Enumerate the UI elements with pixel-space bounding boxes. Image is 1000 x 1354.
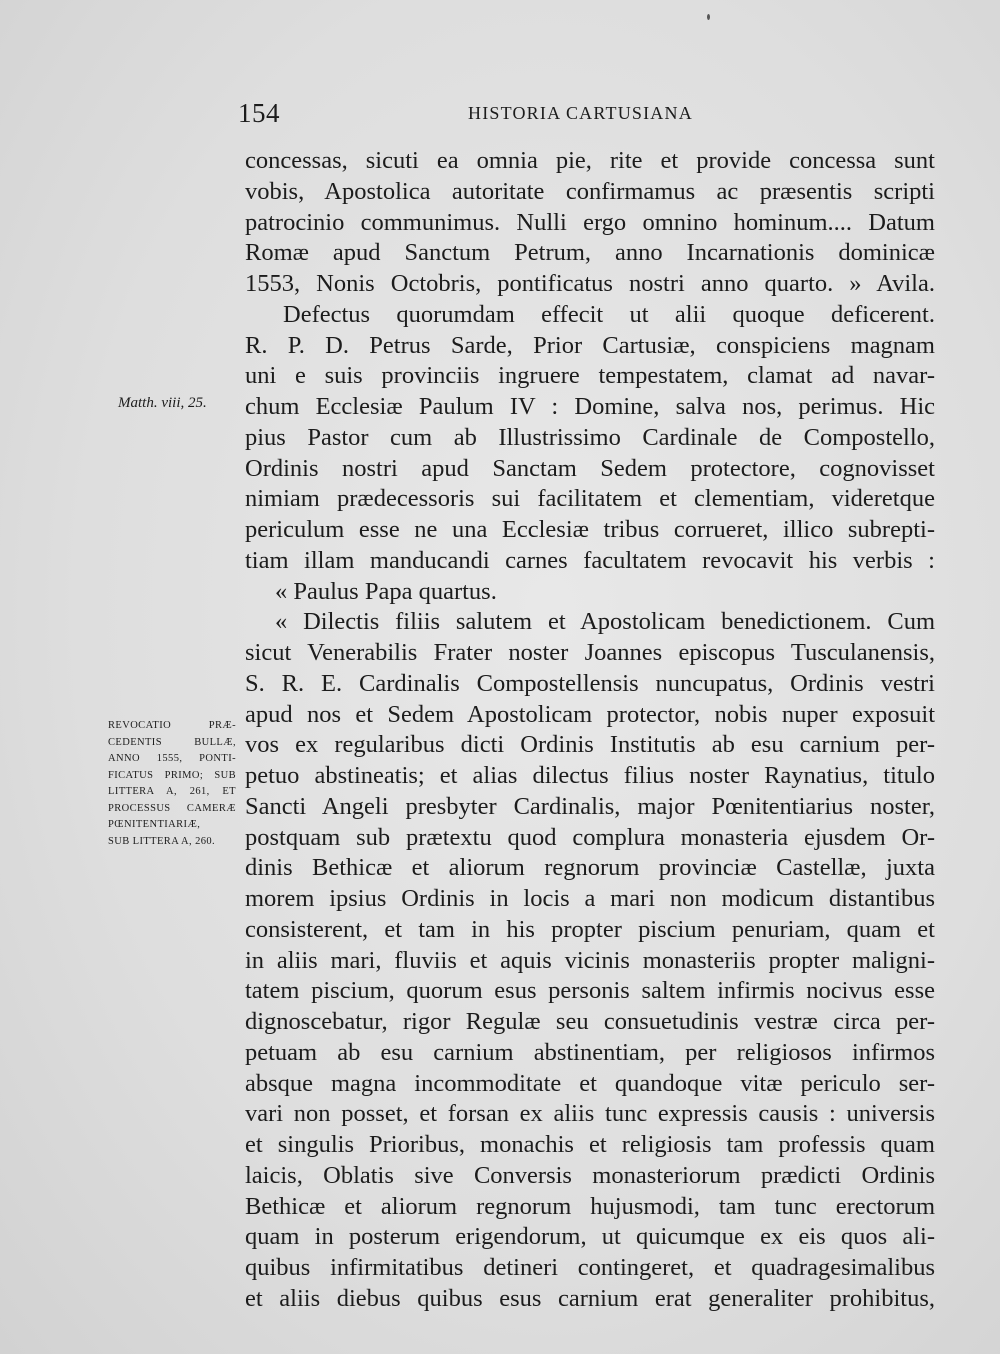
text-line: et aliis diebus quibus esus carnium erat generaliter prohibitus, [245, 1284, 935, 1312]
paragraph-first-line: Defectus quorumdam effecit ut alii quoque deficerent. [283, 300, 935, 328]
text-line: uni e suis provinciis ingruere tempestatem, clamat ad navar- [245, 362, 935, 390]
text-line: et singulis Prioribus, monachis et religiosis tam professis quam [245, 1131, 935, 1158]
text-line: vari non posset, et forsan ex aliis tunc expressis causis : universis [245, 1100, 935, 1128]
text-line: consisterent, et tam in his propter piscium penuriam, quam et [245, 915, 935, 943]
text-line: R. P. D. Petrus Sarde, Prior Cartusiæ, conspiciens magnam [245, 331, 935, 359]
text-line: Bethicæ et aliorum regnorum hujusmodi, tam tunc erectorum [245, 1192, 935, 1220]
text-line: chum Ecclesiæ Paulum IV : Domine, salva nos, perimus. Hic [245, 393, 935, 420]
ink-speck [707, 14, 710, 20]
margin-note-line: REVOCATIO PRÆ- [108, 720, 236, 731]
margin-note-line: CEDENTIS BULLÆ, [108, 736, 236, 748]
margin-note-line: PŒNITENTIARIÆ, [108, 819, 201, 830]
body-text [245, 146, 935, 1315]
margin-note-line: ANNO 1555, PONTI- [108, 753, 236, 764]
text-line: postquam sub prætextu quod complura monasteria ejusdem Or- [245, 823, 935, 851]
margin-note-line: PROCESSUS CAMERÆ [108, 802, 236, 814]
text-line: Romæ apud Sanctum Petrum, anno Incarnationis dominicæ [245, 239, 935, 267]
running-head [238, 98, 938, 130]
margin-note-line: LITTERA A, 261, ET [108, 786, 236, 797]
text-line: Ordinis nostri apud Sanctam Sedem protectore, cognovisset [245, 454, 935, 482]
text-line: quibus infirmitatibus detineri contingeret, et quadragesimalibus [245, 1254, 935, 1281]
text-line: petuo abstineatis; et alias dilectus filius noster Raynatius, titulo [245, 762, 935, 789]
text-line: apud nos et Sedem Apostolicam protector, nobis nuper exposuit [245, 700, 935, 728]
margin-note-line: SUB LITTERA A, 260. [108, 835, 216, 847]
text-line: vobis, Apostolica autoritate confirmamus ac præsentis scripti [245, 177, 935, 205]
text-line: quam in posterum erigendorum, ut quicumque ex eis quos ali- [245, 1223, 935, 1251]
text-line: 1553, Nonis Octobris, pontificatus nostri anno quarto. » Avila. [245, 270, 935, 297]
text-line: petuam ab esu carnium abstinentiam, per religiosos infirmos [245, 1038, 935, 1066]
quote-heading-line: « Paulus Papa quartus. [275, 577, 497, 605]
text-line: pius Pastor cum ab Illustrissimo Cardinale de Compostello, [245, 423, 935, 451]
text-line: concessas, sicuti ea omnia pie, rite et provide concessa sunt [245, 147, 935, 174]
running-title: HISTORIA CARTUSIANA [468, 103, 693, 123]
text-line: dignoscebatur, rigor Regulæ seu consuetudinis vestræ circa per- [245, 1008, 935, 1035]
page-number: 154 [238, 98, 280, 128]
text-line: laicis, Oblatis sive Conversis monasteriorum prædicti Ordinis [245, 1161, 935, 1189]
margin-note-line: FICATUS PRIMO; SUB [108, 769, 236, 781]
text-line: tiam illam manducandi carnes facultatem revocavit his verbis : [245, 546, 935, 574]
text-line: patrocinio communimus. Nulli ergo omnino hominum.... Datum [245, 208, 935, 236]
margin-note [108, 718, 236, 850]
text-line: tatem piscium, quorum esus personis saltem infirmis nocivus esse [245, 977, 935, 1005]
paragraph-first-line: « Dilectis filiis salutem et Apostolicam benedictionem. Cum [275, 608, 935, 636]
text-line: periculum esse ne una Ecclesiæ tribus corrueret, illico subrepti- [245, 516, 935, 543]
text-line: absque magna incommoditate et quandoque vitæ periculo ser- [245, 1069, 935, 1097]
text-line: nimiam prædecessoris sui facilitatem et clementiam, videretque [245, 485, 935, 513]
text-line: S. R. E. Cardinalis Compostellensis nuncupatus, Ordinis vestri [245, 669, 935, 697]
margin-scripture-reference: Matth. viii, 25. [118, 395, 207, 411]
text-line: morem ipsius Ordinis in locis a mari non modicum distantibus [245, 885, 935, 912]
text-line: Sancti Angeli presbyter Cardinalis, major Pœnitentiarius noster, [245, 792, 935, 820]
text-line: in aliis mari, fluviis et aquis vicinis monasteriis propter maligni- [245, 946, 935, 974]
text-line: vos ex regularibus dicti Ordinis Institutis ab esu carnium per- [245, 731, 935, 759]
text-line: dinis Bethicæ et aliorum regnorum provinciæ Castellæ, juxta [245, 854, 935, 882]
text-line: sicut Venerabilis Frater noster Joannes episcopus Tusculanensis, [245, 639, 935, 666]
